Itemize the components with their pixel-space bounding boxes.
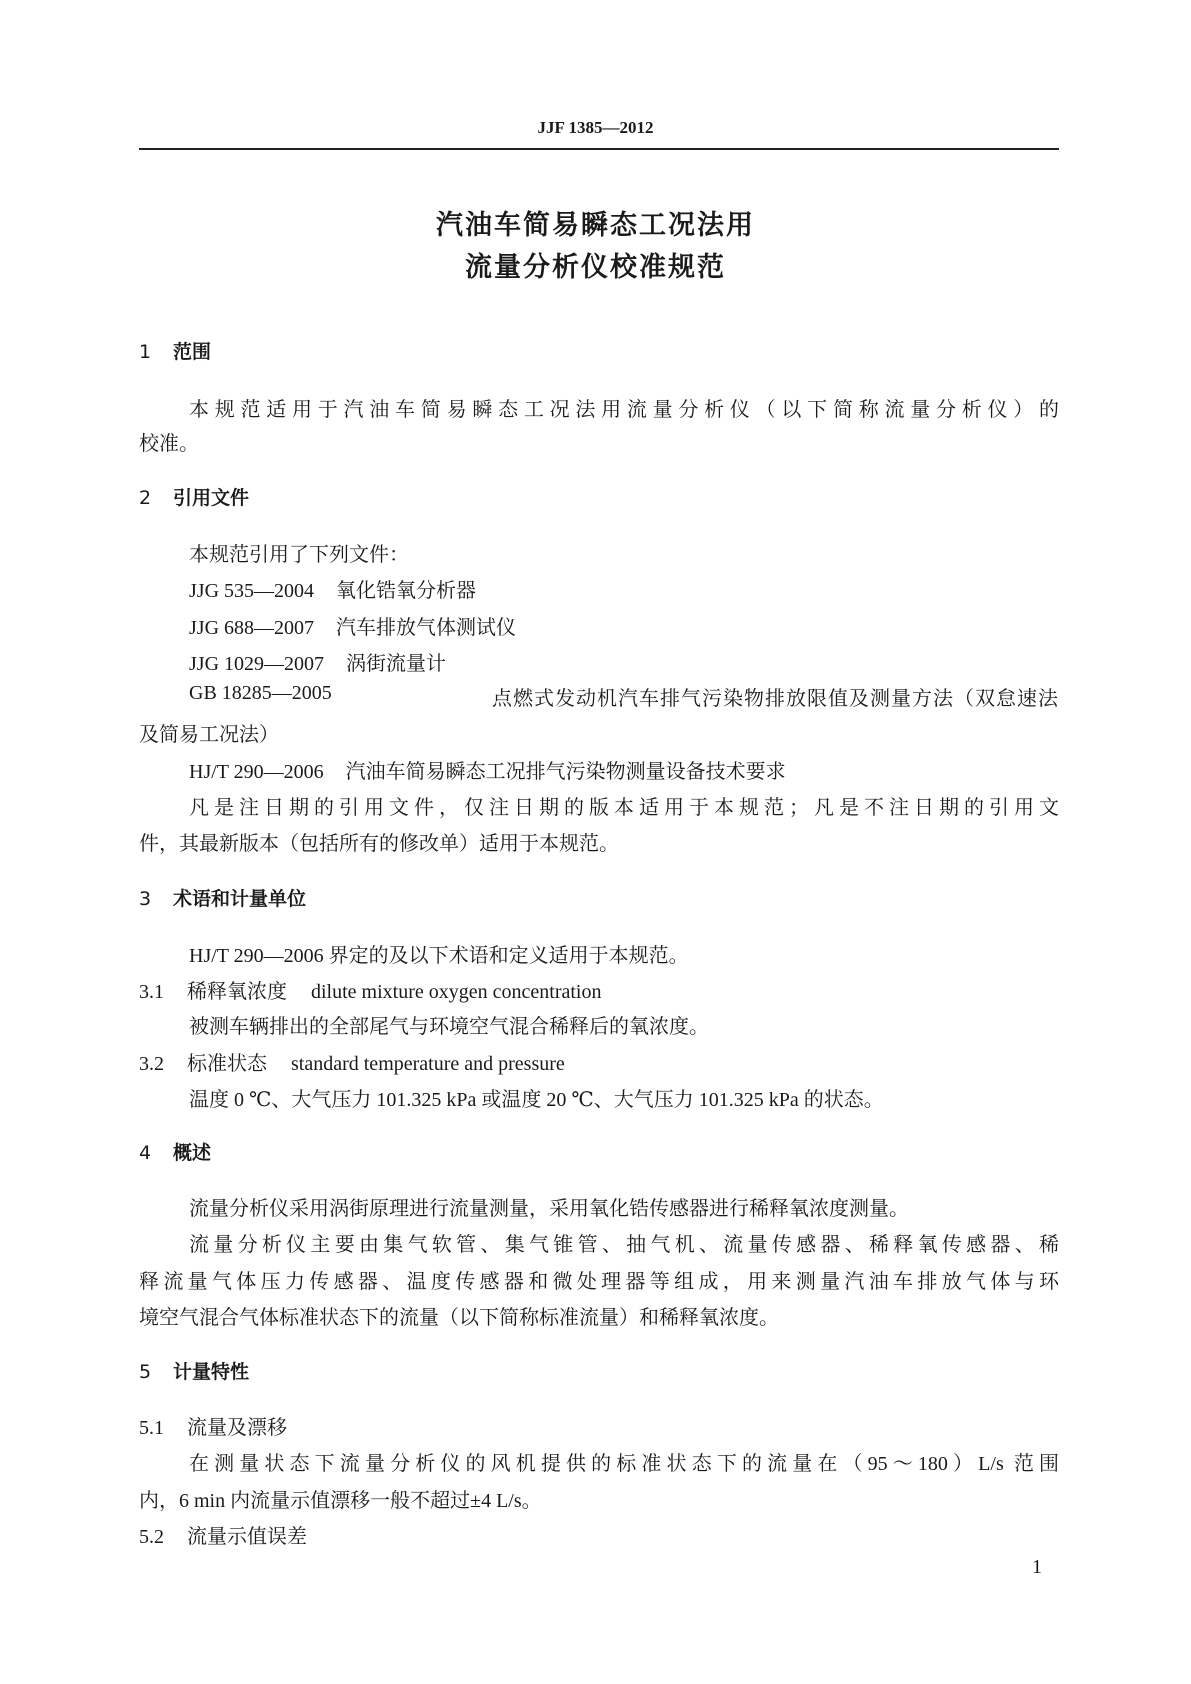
subsection-title: 流量及漂移 <box>187 1417 287 1439</box>
document-code-header: JJF 1385—2012 <box>537 118 654 137</box>
page-number: 1 <box>1032 1556 1042 1578</box>
paragraph-line: 流量分析仪采用涡街原理进行流量测量，采用氧化锆传感器进行稀释氧浓度测量。 <box>189 1198 909 1220</box>
subsection-heading-5-2 <box>139 1520 307 1549</box>
term-definition: 温度 0 ℃、大气压力 101.325 kPa 或温度 20 ℃、大气压力 101.325 kPa 的状态。 <box>189 1089 884 1111</box>
paragraph-line: 流量分析仪主要由集气软管、集气锥管、抽气机、流量传感器、稀释氧传感器、稀 <box>189 1234 1059 1256</box>
paragraph-line: 本规范引用了下列文件： <box>189 544 409 566</box>
section-heading-4 <box>139 1138 211 1165</box>
section-number: 5 <box>139 1361 152 1383</box>
term-number: 3.2 <box>139 1053 164 1075</box>
section-title: 引用文件 <box>173 487 250 509</box>
reference-name: 氧化锆氧分析器 <box>336 580 477 602</box>
reference-item <box>189 611 516 640</box>
section-title: 范围 <box>173 341 212 363</box>
paragraph-line: 件，其最新版本（包括所有的修改单）适用于本规范。 <box>139 833 619 855</box>
term-chinese: 稀释氧浓度 <box>187 981 287 1003</box>
section-number: 1 <box>139 341 152 363</box>
section-number: 4 <box>139 1142 152 1164</box>
header-rule <box>139 148 1059 150</box>
subsection-heading-5-1 <box>139 1411 287 1440</box>
subsection-number: 5.2 <box>139 1526 164 1548</box>
paragraph-line: 境空气混合气体标准状态下的流量（以下简称标准流量）和稀释氧浓度。 <box>139 1307 779 1329</box>
reference-item <box>189 647 446 676</box>
reference-item <box>189 682 1059 711</box>
reference-code: HJ/T 290—2006 <box>189 761 324 783</box>
reference-item <box>189 574 476 603</box>
subsection-number: 5.1 <box>139 1417 164 1439</box>
section-title: 计量特性 <box>173 1361 250 1383</box>
reference-name: 涡街流量计 <box>346 653 447 675</box>
reference-name: 汽车排放气体测试仪 <box>336 617 517 639</box>
section-number: 3 <box>139 888 152 910</box>
term-english: standard temperature and pressure <box>291 1053 565 1075</box>
reference-name: 汽油车简易瞬态工况排气污染物测量设备技术要求 <box>345 761 786 783</box>
term-number: 3.1 <box>139 981 164 1003</box>
reference-code: JJG 535—2004 <box>189 580 315 602</box>
term-chinese: 标准状态 <box>187 1053 267 1075</box>
section-heading-2 <box>139 483 249 510</box>
term-definition: 被测车辆排出的全部尾气与环境空气混合稀释后的氧浓度。 <box>189 1016 709 1038</box>
section-heading-5 <box>139 1357 249 1384</box>
section-title: 概述 <box>173 1142 212 1164</box>
reference-code: GB 18285—2005 <box>189 682 332 704</box>
paragraph-line: 本规范适用于汽油车简易瞬态工况法用流量分析仪（以下简称流量分析仪）的 <box>189 399 1059 421</box>
reference-name: 点燃式发动机汽车排气污染物排放限值及测量方法（双怠速法 <box>492 688 1059 710</box>
reference-item <box>189 755 786 784</box>
reference-code: JJG 1029—2007 <box>189 653 325 675</box>
term-english: dilute mixture oxygen concentration <box>311 981 602 1003</box>
document-title-line-2: 流量分析仪校准规范 <box>465 252 726 283</box>
paragraph-line: HJ/T 290—2006 界定的及以下术语和定义适用于本规范。 <box>189 945 689 967</box>
term-heading <box>139 1047 565 1076</box>
section-heading-1 <box>139 337 211 364</box>
section-title: 术语和计量单位 <box>173 888 307 910</box>
section-number: 2 <box>139 487 152 509</box>
paragraph-line: 凡是注日期的引用文件，仅注日期的版本适用于本规范；凡是不注日期的引用文 <box>189 797 1059 819</box>
reference-code: JJG 688—2007 <box>189 617 315 639</box>
section-heading-3 <box>139 884 306 911</box>
paragraph-line: 内，6 min 内流量示值漂移一般不超过±4 L/s。 <box>139 1490 542 1512</box>
document-title-line-1: 汽油车简易瞬态工况法用 <box>436 210 755 241</box>
paragraph-line: 释流量气体压力传感器、温度传感器和微处理器等组成，用来测量汽油车排放气体与环 <box>139 1271 1059 1293</box>
paragraph-line: 在测量状态下流量分析仪的风机提供的标准状态下的流量在（95～180）L/s 范围 <box>189 1453 1059 1475</box>
subsection-title: 流量示值误差 <box>187 1526 307 1548</box>
paragraph-line: 校准。 <box>139 433 199 455</box>
reference-name-continued: 及简易工况法） <box>139 724 279 746</box>
term-heading <box>139 975 601 1004</box>
